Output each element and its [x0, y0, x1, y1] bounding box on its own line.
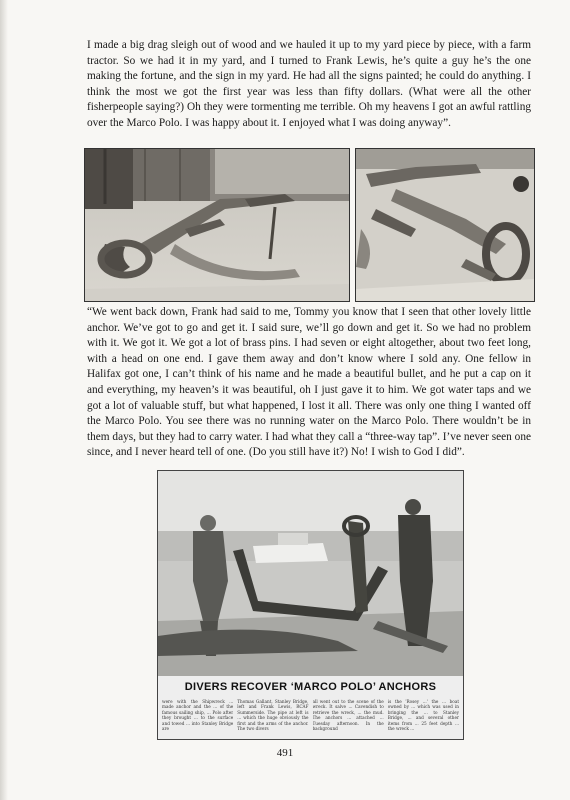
- caption-column: Thomas Gallant, Stanley Bridge, left and Frank Lewis, RCAF Summerside. The pipe at left is ... which the huge obviously the first and the arms of the anchor. The two divers: [237, 699, 309, 732]
- anchor-photo-right-image: [356, 149, 534, 301]
- clipping-headline: DIVERS RECOVER ‘MARCO POLO’ ANCHORS: [184, 681, 437, 693]
- newspaper-clipping: [157, 470, 464, 740]
- page-number: 491: [276, 747, 294, 759]
- caption-column: were with the Shipwreck ... made anchor and the ... of the famous sailing ship, ... Polo after they brought ... to the surface and towed ... into Stanley Bridge are: [162, 699, 234, 732]
- anchor-photo-left-image: [85, 149, 349, 301]
- anchor-photo-left: [84, 148, 350, 302]
- paragraph-2: “We went back down, Frank had said to me, Tommy you know that I seen that other lovely little anchor. We’ve got to go and get it. I said sure, we’ll go down and get it. So we had no problem with it. We got it. We got a lot of brass pins. I had seven or eight altogether, about two feet long, with a head on one end. I gave them away and don’t know where I sold any. One fellow in Halifax got one, I can’t think of his name and he made a beautiful bullet, and he put a cap on it and everything, my heaven’s it was beautiful, oh I just gave it to him. We got water taps and we got a lot of valuable stuff, but what happened, I lost it all. There was only one thing I wanted off the Marco Polo. You see there was no running water on the Marco Polo. There wouldn’t be in them days, but they had to carry water. I had what they call a “three-way tap”. I’ve never seen one since, and I never heard tell of one. (Do you still have it?) No! I wish to God I did”.: [87, 306, 531, 459]
- page-binding-shadow: [0, 0, 8, 800]
- caption-column: all went out to the scene of the wreck. It salve ... Cavendish to retrieve the wreck, ... the mud. The anchors ... attached ... Tuesday afternoon. In the background: [312, 699, 384, 732]
- clipping-caption: [162, 699, 459, 735]
- paragraph-1: I made a big drag sleigh out of wood and we hauled it up to my yard piece by piece, with a farm tractor. So we had it in my yard, and I turned to Frank Lewis, he’s quite a guy he’s the one making the fortune, and the sign in my yard. He had all the signs painted; he could do anything. I think the most we got the first year was less than fifty dollars. (What were all the other fisherpeople saying?) Oh they were tormenting me terrible. Oh my heavens I got an awful rattling over the Marco Polo. I was happy about it. I enjoyed what I was doing anyway”.: [87, 39, 531, 129]
- anchor-photo-right: [355, 148, 535, 302]
- caption-column: is the 'Rosey ...' the ... boat owned by ... which was used in bringing the ... to Stanley Bridge, ... and several other items from ... 25 feet depth ... the wreck ...: [387, 699, 459, 732]
- clipping-photo-divers: [158, 471, 463, 676]
